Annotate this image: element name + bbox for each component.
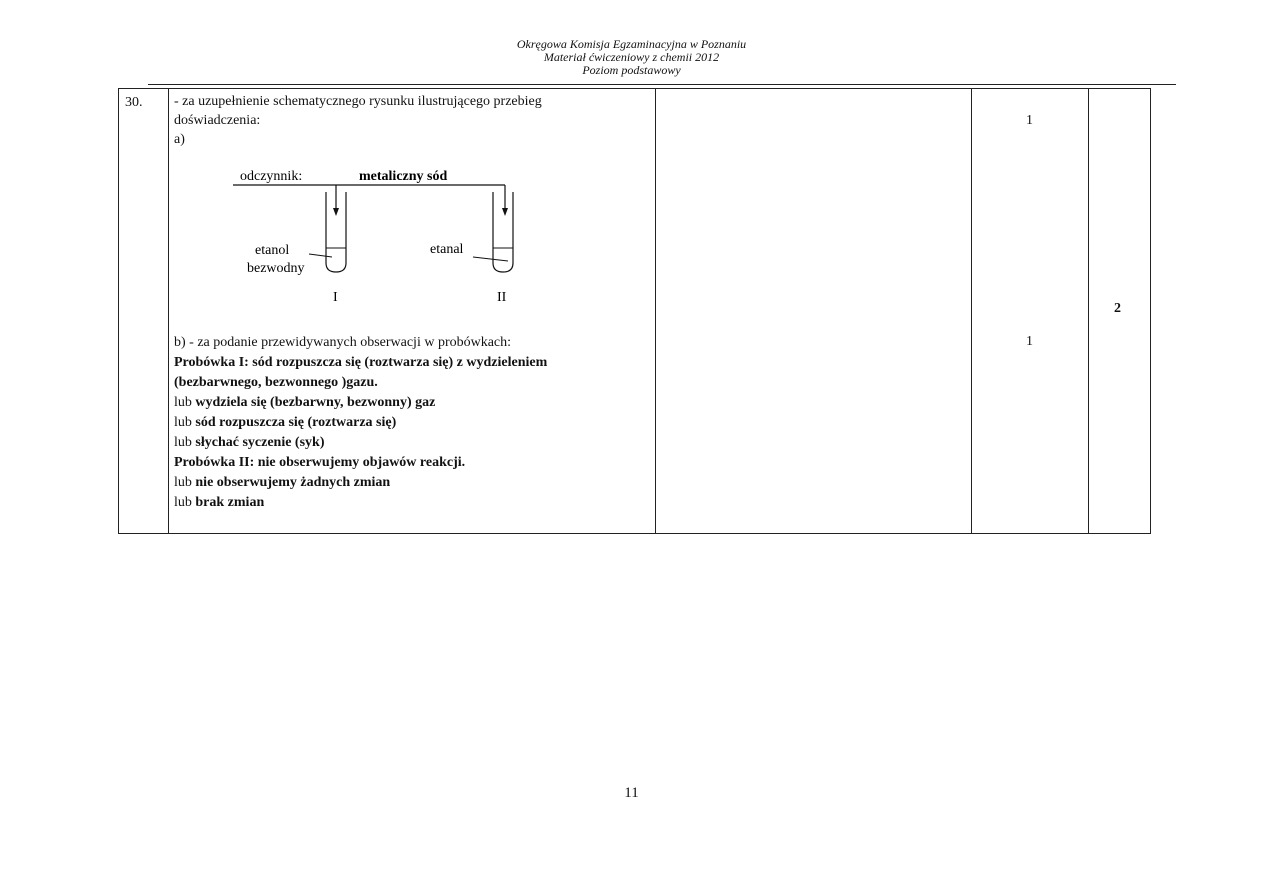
task-intro-line2: doświadczenia:: [174, 113, 261, 128]
observation-tube1-cont: (bezbarwnego, bezwonnego )gazu.: [174, 375, 378, 390]
document-header: [0, 38, 1263, 77]
arrow-down-icon: [333, 208, 339, 216]
table-bottom-border: [118, 533, 1151, 534]
header-level: Poziom podstawowy: [582, 63, 681, 77]
header-rule: [148, 84, 1176, 85]
observation-alt: lub brak zmian: [174, 495, 265, 510]
observation-alt: lub słychać syczenie (syk): [174, 435, 325, 450]
table-col-border: [118, 88, 119, 534]
page-number: 11: [624, 785, 639, 801]
table-col-border: [168, 88, 169, 534]
experiment-diagram: [225, 160, 535, 310]
task-intro-line1: - za uzupełnienie schematycznego rysunku ilustrującego przebieg: [174, 94, 542, 109]
observation-alt: lub sód rozpuszcza się (roztwarza się): [174, 415, 397, 430]
table-col-border: [971, 88, 972, 534]
header-material: Materiał ćwiczeniowy z chemii 2012: [543, 50, 720, 64]
reagent-label: odczynnik:: [240, 169, 303, 184]
part-a-label: a): [174, 132, 185, 147]
header-commission: Okręgowa Komisja Egzaminacyjna w Poznaniu: [516, 37, 747, 51]
reagent-value: metaliczny sód: [359, 169, 448, 184]
table-col-border: [655, 88, 656, 534]
part-b-intro: b) - za podanie przewidywanych obserwacji w probówkach:: [174, 335, 512, 350]
observation-alt: lub wydziela się (bezbarwny, bezwonny) gaz: [174, 395, 436, 410]
observation-alt: lub nie obserwujemy żadnych zmian: [174, 475, 391, 490]
task-number: 30.: [125, 95, 143, 110]
tube1-numeral: I: [333, 290, 338, 305]
tube1-leader-line: [309, 254, 332, 257]
tube2-numeral: II: [497, 290, 507, 305]
points-part-a: 1: [1026, 113, 1033, 128]
observation-tube2: Probówka II: nie obserwujemy objawów reakcji.: [174, 455, 466, 470]
table-top-border: [118, 88, 1151, 89]
arrow-down-icon: [502, 208, 508, 216]
points-total: 2: [1114, 301, 1121, 316]
observation-tube1: Probówka I: sód rozpuszcza się (roztwarza się) z wydzieleniem: [174, 355, 548, 370]
points-part-b: 1: [1026, 334, 1033, 349]
tube2-leader-line: [473, 257, 508, 261]
table-col-border: [1088, 88, 1089, 534]
table-col-border: [1150, 88, 1151, 534]
tube2-label: etanal: [430, 242, 464, 257]
tube1-label-line2: bezwodny: [247, 261, 305, 276]
tube1-label-line1: etanol: [255, 243, 290, 258]
